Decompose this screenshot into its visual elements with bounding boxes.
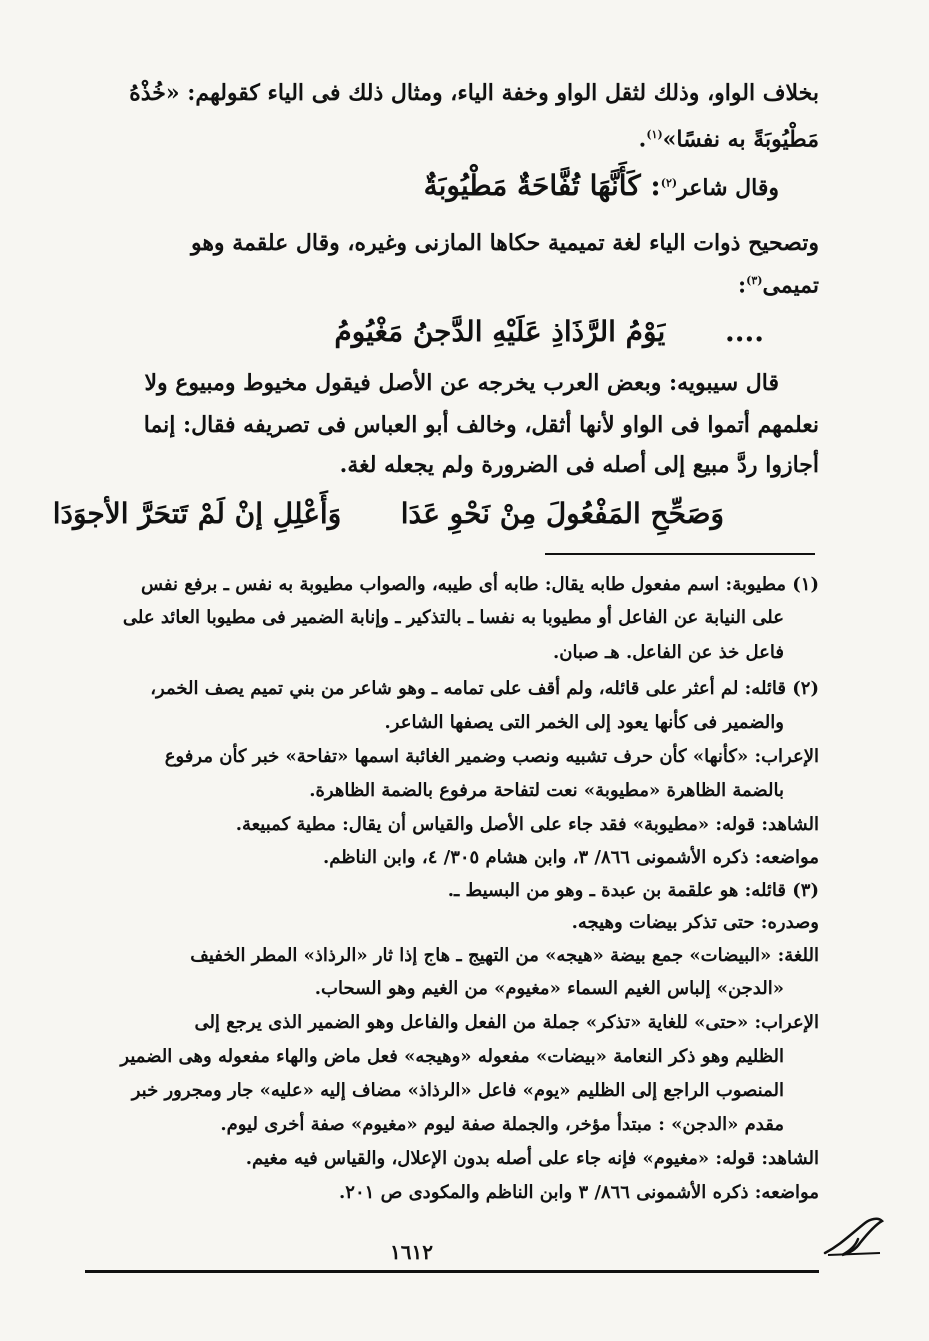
footnote-line: (٣) قائله: هو علقمة بن عبدة ـ وهو من البسيط ـ. bbox=[447, 880, 819, 901]
footnote-line: الظليم وهو ذكر النعامة «بيضات» مفعوله «وهيجه» فعل ماض والهاء مفعوله وهى الضمير bbox=[120, 1046, 784, 1067]
body-line-5-prefix: تميمى bbox=[762, 272, 819, 299]
footnote-line: وصدره: حتى تذكر بيضات وهيجه. bbox=[571, 912, 819, 933]
footnote-line: الشاهد: قوله: «مطيوبة» فقد جاء على الأصل والقياس أن يقال: مطية كمبيعة. bbox=[235, 814, 819, 835]
quoted-verse bbox=[80, 314, 764, 350]
body-line-8: أجازوا ردَّ مبيع إلى أصله فى الضرورة ولم يجعله لغة. bbox=[339, 452, 819, 478]
footnote-line: مواضعه: ذكره الأشمونى ٨٦٦/ ٣ وابن الناظم والمكودى ص ٢٠١. bbox=[339, 1182, 819, 1203]
footnote-line: اللغة: «البيضات» جمع بيضة «هيجه» من التهيج ـ هاج إذا ثار «الرذاذ» المطر الخفيف bbox=[190, 945, 819, 966]
footnote-line: الإعراب: «حتى» للغاية «تذكر» جملة من الفعل والفاعل وهو الضمير الذى يرجع إلى bbox=[194, 1012, 819, 1033]
body-line-3-verse: : كَأَنَّهَا تُفَّاحَةٌ مَطْيُوبَةٌ bbox=[423, 169, 661, 202]
footnote-line: على النيابة عن الفاعل أو مطيوبا به نفسا ـ بالتذكير ـ وإنابة الضمير فى مطيوبا العائد على bbox=[122, 607, 784, 628]
body-line-2-text: مَطْيُوبَةً به نفسًا» bbox=[662, 126, 819, 153]
poem-first-hemistich: وَصَحِّحِ المَفْعُولَ مِنْ نَحْوِ عَدَا bbox=[400, 497, 724, 530]
footnote-line: (١) مطيوبة: اسم مفعول طابه يقال: طابه أى طيبه، والصواب مطيوبة به نفس ـ برفع نفس bbox=[140, 574, 819, 595]
body-line-7: نعلمهم أتموا فى الواو لأنها أثقل، وخالف أبو العباس فى تصريفه فقال: إنما bbox=[143, 412, 819, 438]
footnote-line: المنصوب الراجع إلى الظليم «يوم» فاعل «الرذاذ» مضاف إليه «عليه» جار ومجرور خبر bbox=[131, 1080, 784, 1101]
body-line-4: وتصحيح ذوات الياء لغة تميمية حكاها المازنى وغيره، وقال علقمة وهو bbox=[190, 230, 819, 256]
body-line-5 bbox=[80, 266, 819, 300]
footnote-ref-3: (٣) bbox=[746, 274, 763, 287]
footnote-ref-1: (١) bbox=[646, 128, 663, 141]
poem-line bbox=[52, 496, 724, 532]
body-line-6: قال سيبويه: وبعض العرب يخرجه عن الأصل فيقول مخيوط ومبيوع ولا bbox=[144, 370, 779, 396]
footnote-line: والضمير فى كأنها يعود إلى الخمر التى يصفها الشاعر. bbox=[384, 712, 784, 733]
footnote-line: فاعل خذ عن الفاعل. هـ صبان. bbox=[553, 642, 784, 663]
quoted-verse-dots: .... bbox=[725, 315, 764, 348]
quoted-verse-text: يَوْمُ الرَّذَاذِ عَلَيْهِ الدَّجنُ مَغْيُومُ bbox=[334, 315, 666, 348]
footnote-separator bbox=[545, 553, 815, 555]
bottom-rule bbox=[85, 1270, 819, 1273]
body-line-1: بخلاف الواو، وذلك لثقل الواو وخفة الياء، ومثال ذلك فى الياء كقولهم: «خُذْهُ bbox=[129, 80, 819, 106]
footnote-ref-2: (٢) bbox=[660, 176, 678, 190]
footnote-line: الإعراب: «كأنها» كأن حرف تشبيه ونصب وضمير الغائبة اسمها «تفاحة» خبر كأن مرفوع bbox=[164, 746, 819, 767]
poem-second-hemistich: وَأَعْلِلِ إنْ لَمْ تَتحَرَّ الأجوَدَا bbox=[52, 497, 342, 530]
page-number: ١٦١٢ bbox=[390, 1240, 433, 1264]
footnote-line: «الدجن» إلباس الغيم السماء «مغيوم» من الغيم وهو السحاب. bbox=[314, 978, 784, 999]
body-line-5-suffix: : bbox=[737, 272, 747, 299]
footnote-line: الشاهد: قوله: «مغيوم» فإنه جاء على أصله بدون الإعلال، والقياس فيه مغيم. bbox=[245, 1148, 819, 1169]
footnote-line: مقدم «الدجن» : مبتدأ مؤخر، والجملة صفة ليوم «مغيوم» صفة أخرى ليوم. bbox=[220, 1114, 784, 1135]
footnote-line: مواضعه: ذكره الأشمونى ٨٦٦/ ٣، وابن هشام ٣٠٥/ ٤، وابن الناظم. bbox=[322, 847, 819, 868]
footnote-line: (٢) قائله: لم أعثر على قائله، ولم أقف على تمامه ـ وهو شاعر من بني تميم يصف الخمر، bbox=[150, 678, 819, 699]
body-line-2: مَطْيُوبَةً به نفسًا»$^{(١)}$. bbox=[638, 126, 819, 153]
body-line-3-prefix: وقال شاعر bbox=[677, 175, 779, 201]
footnote-line: بالضمة الظاهرة «مطيوبة» نعت لتفاحة مرفوع بالضمة الظاهرة. bbox=[309, 780, 784, 801]
decorative-flourish-icon bbox=[820, 1215, 890, 1260]
body-line-3 bbox=[80, 168, 779, 204]
